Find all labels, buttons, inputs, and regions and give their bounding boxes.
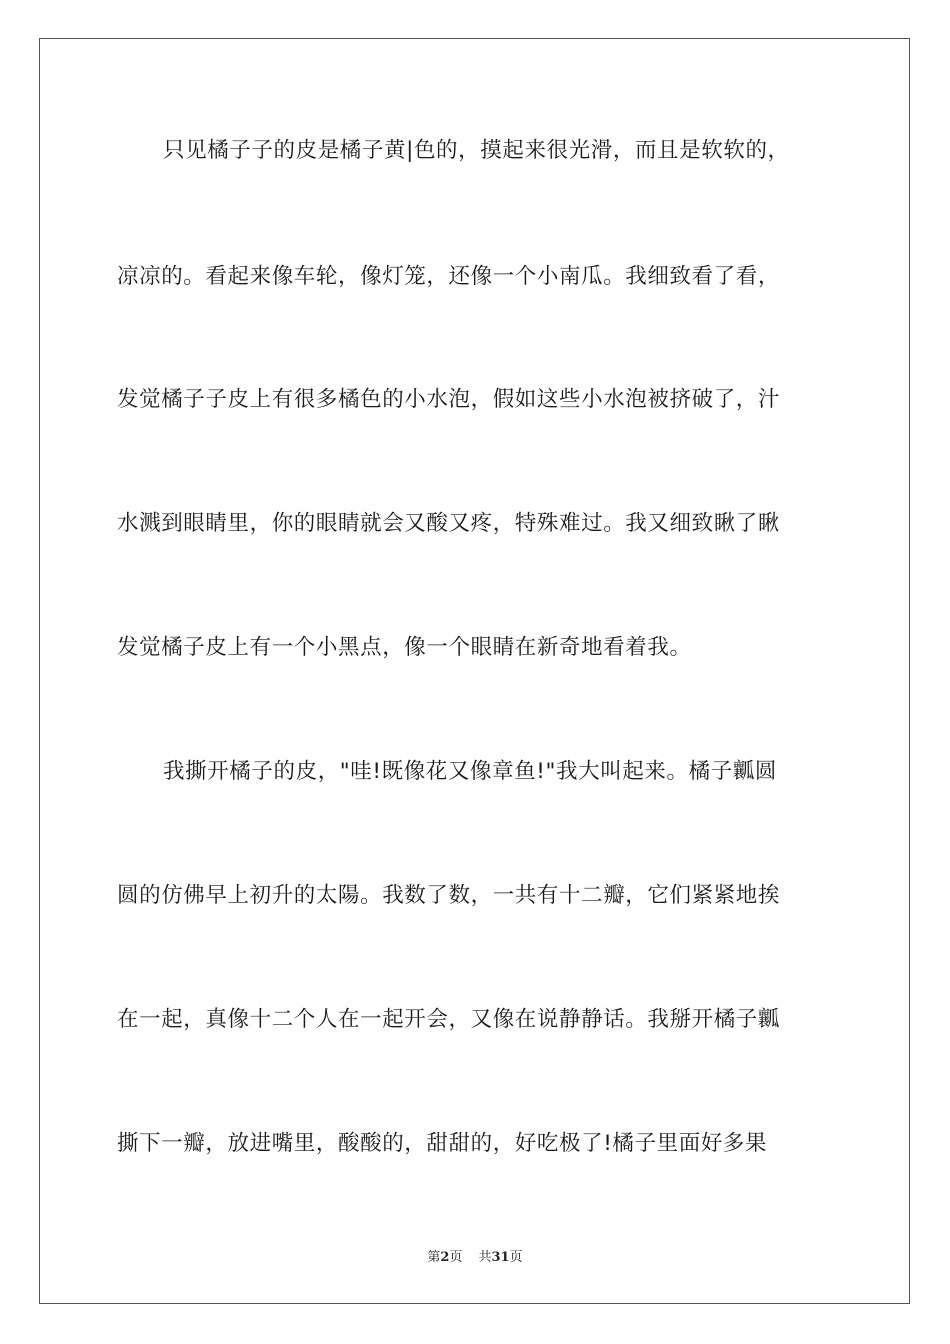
paragraph-2-line-1: 我撕开橘子的皮，"哇!既像花又像章鱼!"我大叫起来。橘子瓤圆	[163, 759, 778, 784]
total-suffix: 页	[509, 1250, 523, 1265]
paragraph-2-line-4: 撕下一瓣，放进嘴里，酸酸的，甜甜的，好吃极了!橘子里面好多果	[117, 1131, 768, 1156]
page-number: 2	[440, 1250, 450, 1265]
paragraph-1-line-4: 水溅到眼睛里，你的眼睛就会又酸又疼，特殊难过。我又细致瞅了瞅	[117, 511, 781, 536]
paragraph-1-line-3: 发觉橘子子皮上有很多橘色的小水泡，假如这些小水泡被挤破了，汁	[117, 387, 781, 412]
page-footer	[0, 1246, 950, 1265]
total-pages: 31	[491, 1250, 510, 1265]
page-prefix: 第	[427, 1250, 441, 1265]
paragraph-1-line-5: 发觉橘子皮上有一个小黑点，像一个眼睛在新奇地看着我。	[117, 635, 692, 660]
paragraph-1-line-2: 凉凉的。看起来像车轮，像灯笼，还像一个小南瓜。我细致看了看，	[117, 264, 781, 289]
page-suffix: 页	[449, 1250, 463, 1265]
paragraph-2-line-3: 在一起，真像十二个人在一起开会，又像在说静静话。我掰开橘子瓤	[117, 1007, 781, 1032]
page-frame	[39, 38, 910, 1304]
paragraph-1-line-1: 只见橘子子的皮是橘子黄|色的，摸起来很光滑，而且是软软的，	[163, 138, 790, 163]
paragraph-2-line-2: 圆的仿佛早上初升的太陽。我数了数，一共有十二瓣，它们紧紧地挨	[117, 883, 781, 908]
total-prefix: 共	[478, 1250, 492, 1265]
